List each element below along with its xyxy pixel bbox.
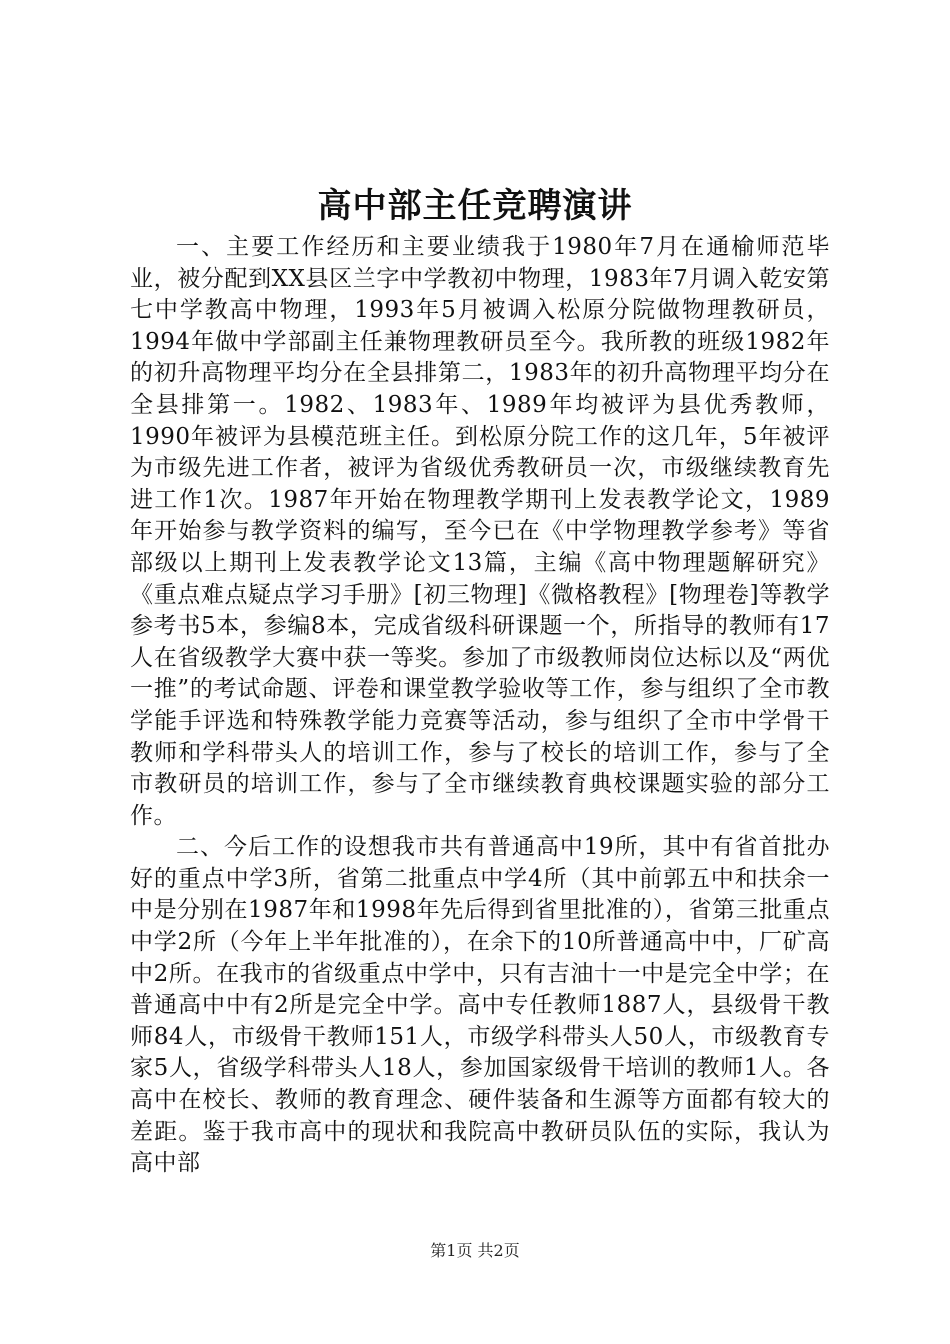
paragraph-work-experience: 一、主要工作经历和主要业绩我于1980年7月在通榆师范毕业，被分配到XX县区兰字中学教初中物理，1983年7月调入乾安第七中学教高中物理，1993年5月被调入松原分院做物理教研员，1994年做中学部副主任兼物理教研员至今。我所教的班级1982年的初升高物理平均分在全县排第二，1983年的初升高物理平均分在全县排第一。1982、1983年、1989年均被评为县优秀教师，1990年被评为县模范班主任。到松原分院工作的这几年，5年被评为市级先进工作者，被评为省级优秀教研员一次，市级继续教育先进工作1次。1987年开始在物理教学期刊上发表教学论文，1989年开始参与教学资料的编写，至今已在《中学物理教学参考》等省部级以上期刊上发表教学论文13篇，主编《高中物理题解研究》《重点难点疑点学习手册》[初三物理]《微格教程》[物理卷]等教学参考书5本，参编8本，完成省级科研课题一个，所指导的教师有17人在省级教学大赛中获一等奖。参加了市级教师岗位达标以及“两优一推”的考试命题、评卷和课堂教学验收等工作，参与组织了全市教学能手评选和特殊教学能力竞赛等活动，参与组织了全市中学骨干教师和学科带头人的培训工作，参与了校长的培训工作，参与了全市教研员的培训工作，参与了全市继续教育典校课题实验的部分工作。 bbox=[130, 234, 830, 829]
document-body bbox=[130, 232, 830, 1180]
page-footer: 第1页 共2页 bbox=[430, 1241, 520, 1260]
document-title: 高中部主任竞聘演讲 bbox=[317, 186, 633, 226]
paragraph-future-plans: 二、今后工作的设想我市共有普通高中19所，其中有省首批办好的重点中学3所，省第二批重点中学4所（其中前郭五中和扶余一中是分别在1987年和1998年先后得到省里批准的），省第三批重点中学2所（今年上半年批准的），在余下的10所普通高中中，厂矿高中2所。在我市的省级重点中学中，只有吉油十一中是完全中学；在普通高中中有2所是完全中学。高中专任教师1887人，县级骨干教师84人，市级骨干教师151人，市级学科带头人50人，市级教育专家5人，省级学科带头人18人，参加国家级骨干培训的教师1人。各高中在校长、教师的教育理念、硬件装备和生源等方面都有较大的差距。鉴于我市高中的现状和我院高中教研员队伍的实际，我认为高中部 bbox=[130, 834, 830, 1177]
